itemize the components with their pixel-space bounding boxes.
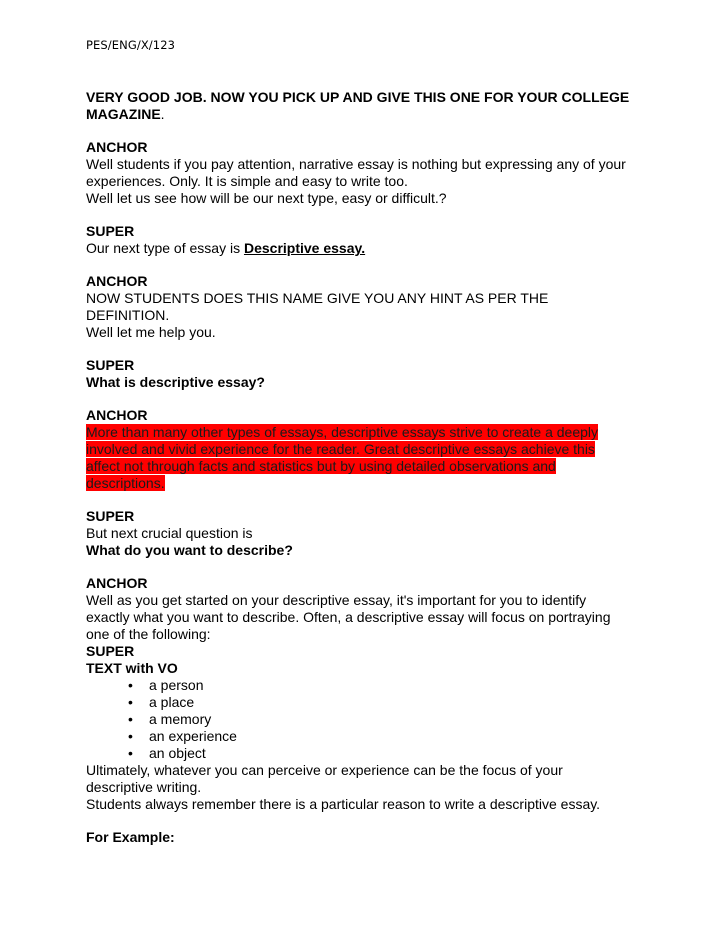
text-with-vo-label: TEXT with VO xyxy=(86,660,178,676)
highlight: involved and vivid experience for the reader. Great descriptive essays achieve this xyxy=(86,441,595,457)
highlighted-line xyxy=(86,424,656,441)
list-item xyxy=(86,694,656,711)
bullet-icon: • xyxy=(128,677,133,693)
intro-period: . xyxy=(160,106,165,122)
highlighted-definition xyxy=(86,424,656,492)
intro-line-2 xyxy=(86,106,656,123)
anchor-line: exactly what you want to describe. Often, a descriptive essay will focus on portraying xyxy=(86,609,611,625)
anchor-line: Well as you get started on your descriptive essay, it's important for you to identify xyxy=(86,592,587,608)
list-item-text: a person xyxy=(149,677,204,693)
highlight: More than many other types of essays, descriptive essays strive to create a deeply xyxy=(86,424,599,440)
speaker-label: SUPER xyxy=(86,643,135,659)
anchor-line: experiences. Only. It is simple and easy to write too. xyxy=(86,173,408,189)
highlight: affect not through facts and statistics but by using detailed observations and xyxy=(86,458,556,474)
list-item xyxy=(86,745,656,762)
speaker-label: SUPER xyxy=(86,508,135,524)
document-id: PES/ENG/X/123 xyxy=(86,38,176,52)
spacer xyxy=(86,207,656,223)
highlight: descriptions. xyxy=(86,475,165,491)
document-body xyxy=(86,89,656,846)
anchor-line: NOW STUDENTS DOES THIS NAME GIVE YOU ANY HINT AS PER THE xyxy=(86,290,549,306)
highlighted-line xyxy=(86,441,656,458)
speaker-label: ANCHOR xyxy=(86,139,148,155)
for-example-label: For Example: xyxy=(86,829,175,845)
question-line: What do you want to describe? xyxy=(86,542,293,558)
spacer xyxy=(86,391,656,407)
intro-magazine: MAGAZINE xyxy=(86,106,161,122)
bullet-icon: • xyxy=(128,745,133,761)
spacer xyxy=(86,559,656,575)
highlighted-line xyxy=(86,458,656,475)
list-item xyxy=(86,728,656,745)
speaker-label: ANCHOR xyxy=(86,575,148,591)
closing-line: Ultimately, whatever you can perceive or experience can be the focus of your xyxy=(86,762,563,778)
speaker-label: ANCHOR xyxy=(86,273,148,289)
spacer xyxy=(86,813,656,829)
intro-line-1: VERY GOOD JOB. NOW YOU PICK UP AND GIVE THIS ONE FOR YOUR COLLEGE xyxy=(86,89,630,105)
spacer xyxy=(86,123,656,139)
anchor-line: one of the following: xyxy=(86,626,211,642)
super-prefix: Our next type of essay is xyxy=(86,240,244,256)
list-item xyxy=(86,711,656,728)
bullet-icon: • xyxy=(128,728,133,744)
closing-line: descriptive writing. xyxy=(86,779,202,795)
list-item-text: an experience xyxy=(149,728,237,744)
bullet-icon: • xyxy=(128,694,133,710)
list-item-text: a memory xyxy=(149,711,212,727)
anchor-line: Well let me help you. xyxy=(86,324,216,340)
super-line xyxy=(86,240,656,257)
speaker-label: ANCHOR xyxy=(86,407,148,423)
spacer xyxy=(86,492,656,508)
descriptive-essay-heading: Descriptive essay. xyxy=(243,240,366,256)
closing-line: Students always remember there is a particular reason to write a descriptive essay. xyxy=(86,796,601,812)
spacer xyxy=(86,257,656,273)
anchor-line: Well students if you pay attention, narrative essay is nothing but expressing any of your xyxy=(86,156,626,172)
list-item-text: a place xyxy=(149,694,195,710)
bullet-icon: • xyxy=(128,711,133,727)
spacer xyxy=(86,341,656,357)
super-line: But next crucial question is xyxy=(86,525,253,541)
list-item xyxy=(86,677,656,694)
anchor-line: DEFINITION. xyxy=(86,307,170,323)
speaker-label: SUPER xyxy=(86,357,135,373)
speaker-label: SUPER xyxy=(86,223,135,239)
describe-options-list xyxy=(86,677,656,762)
question-line: What is descriptive essay? xyxy=(86,374,265,390)
anchor-line: Well let us see how will be our next type, easy or difficult.? xyxy=(86,190,447,206)
highlighted-line xyxy=(86,475,656,492)
list-item-text: an object xyxy=(149,745,206,761)
